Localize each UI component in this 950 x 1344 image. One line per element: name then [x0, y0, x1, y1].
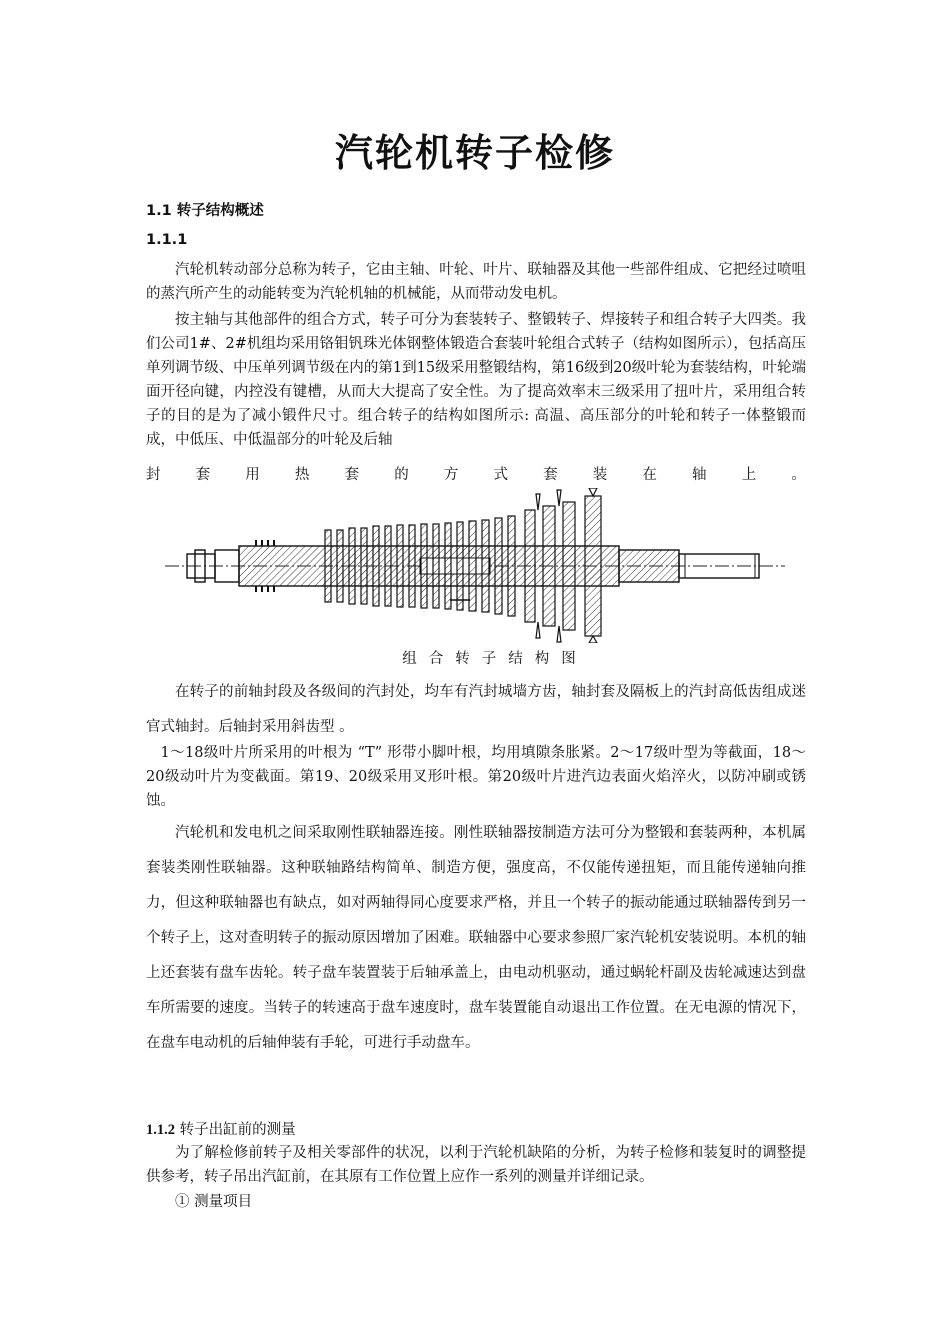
- paragraph-2: 按主轴与其他部件的组合方式，转子可分为套装转子、整锻转子、焊接转子和组合转子大四类。我们公司1#、2#机组均采用铬钼钒珠光体钢整体锻造合套装叶轮组合式转子（结构如图所示），包括高压单列调节级、中压单列调节级在内的第1到15级采用整锻结构，第16级到20级叶轮为套装结构，叶轮端面开径向键，内控没有键槽，从而大大提高了安全性。为了提高效率末三级采用了扭叶片，采用组合转子的目的是为了减小锻件尺寸。组合转子的结构如图所示: 高温、高压部分的叶轮和转子一体整锻而成，中低压、中低温部分的叶轮及后轴: [146, 312, 806, 448]
- section-heading-1-1-2: [146, 1118, 296, 1139]
- spread-char: 套: [543, 467, 558, 483]
- figure-caption: 组合转子结构图: [402, 651, 588, 667]
- section-heading-1-1-1: 1.1.1: [146, 232, 188, 248]
- section-title: 转子出缸前的测量: [179, 1122, 296, 1138]
- spread-char: 用: [245, 467, 260, 483]
- paragraph-1: 汽轮机转动部分总称为转子，它由主轴、叶轮、叶片、联轴器及其他一些部件组成、它把经过喷咀的蒸汽所产生的动能转变为汽轮机轴的机械能，从而带动发电机。: [146, 262, 806, 302]
- spread-char: 套: [344, 467, 360, 483]
- spread-char: 套: [195, 467, 211, 483]
- spread-char: 。: [791, 467, 806, 483]
- paragraph-5: 汽轮机和发电机之间采取刚性联轴器连接。刚性联轴器按制造方法可分为整锻和套装两种，本机属套装类刚性联轴器。这种联轴路结构简单、制造方便，强度高，不仅能传递扭矩，而且能传递轴向推力，但这种联轴器也有缺点，如对两轴得同心度要求严格，并且一个转子的振动能通过联轴器传到另一个转子上，这对查明转子的振动原因增加了困难。联轴器中心要求参照厂家汽轮机安装说明。本机的轴上还套装有盘车齿轮。转子盘车装置装于后轴承盖上，由电动机驱动，通过蜗轮杆副及齿轮减速达到盘车所需要的速度。当转子的转速高于盘车速度时，盘车装置能自动退出工作位置。在无电源的情况下，在盘车电动机的后轴伸装有手轮，可进行手动盘车。: [146, 825, 806, 1051]
- spread-char: 的: [394, 467, 409, 483]
- paragraph-2-last-line: [146, 463, 806, 484]
- section-number: 1.1.2: [146, 1122, 175, 1138]
- spread-char: 热: [294, 467, 310, 483]
- list-item-measurement: ① 测量项目: [175, 1194, 253, 1210]
- page-title: 汽轮机转子检修: [334, 131, 615, 175]
- section-heading-1-1: 1.1 转子结构概述: [146, 203, 264, 219]
- spread-char: 式: [493, 467, 508, 483]
- paragraph-6: 为了解检修前转子及相关零部件的状况，以利于汽轮机缺陷的分析，为转子检修和装复时的调整提供参考，转子吊出汽缸前，在其原有工作位置上应作一系列的测量并详细记录。: [146, 1145, 806, 1185]
- spread-char: 封: [146, 467, 161, 483]
- spread-char: 装: [592, 467, 608, 483]
- spread-char: 方: [443, 467, 459, 483]
- spread-char: 在: [642, 467, 657, 483]
- spread-char: 轴: [692, 467, 707, 483]
- paragraph-3: 在转子的前轴封段及各级间的汽封处，均车有汽封城墙方齿，轴封套及隔板上的汽封高低齿组成迷官式轴封。后轴封采用斜齿型 。: [146, 684, 806, 735]
- spread-char: 上: [741, 467, 757, 483]
- paragraph-4: 1～18级叶片所采用的叶根为 “T” 形带小脚叶根，均用填隙条胀紧。2～17级叶型为等截面，18～20级动叶片为变截面。第19、20级采用叉形叶根。第20级叶片进汽边表面火焰淬火，以防冲刷或锈蚀。: [146, 745, 806, 809]
- rotor-structure-figure: [165, 488, 785, 643]
